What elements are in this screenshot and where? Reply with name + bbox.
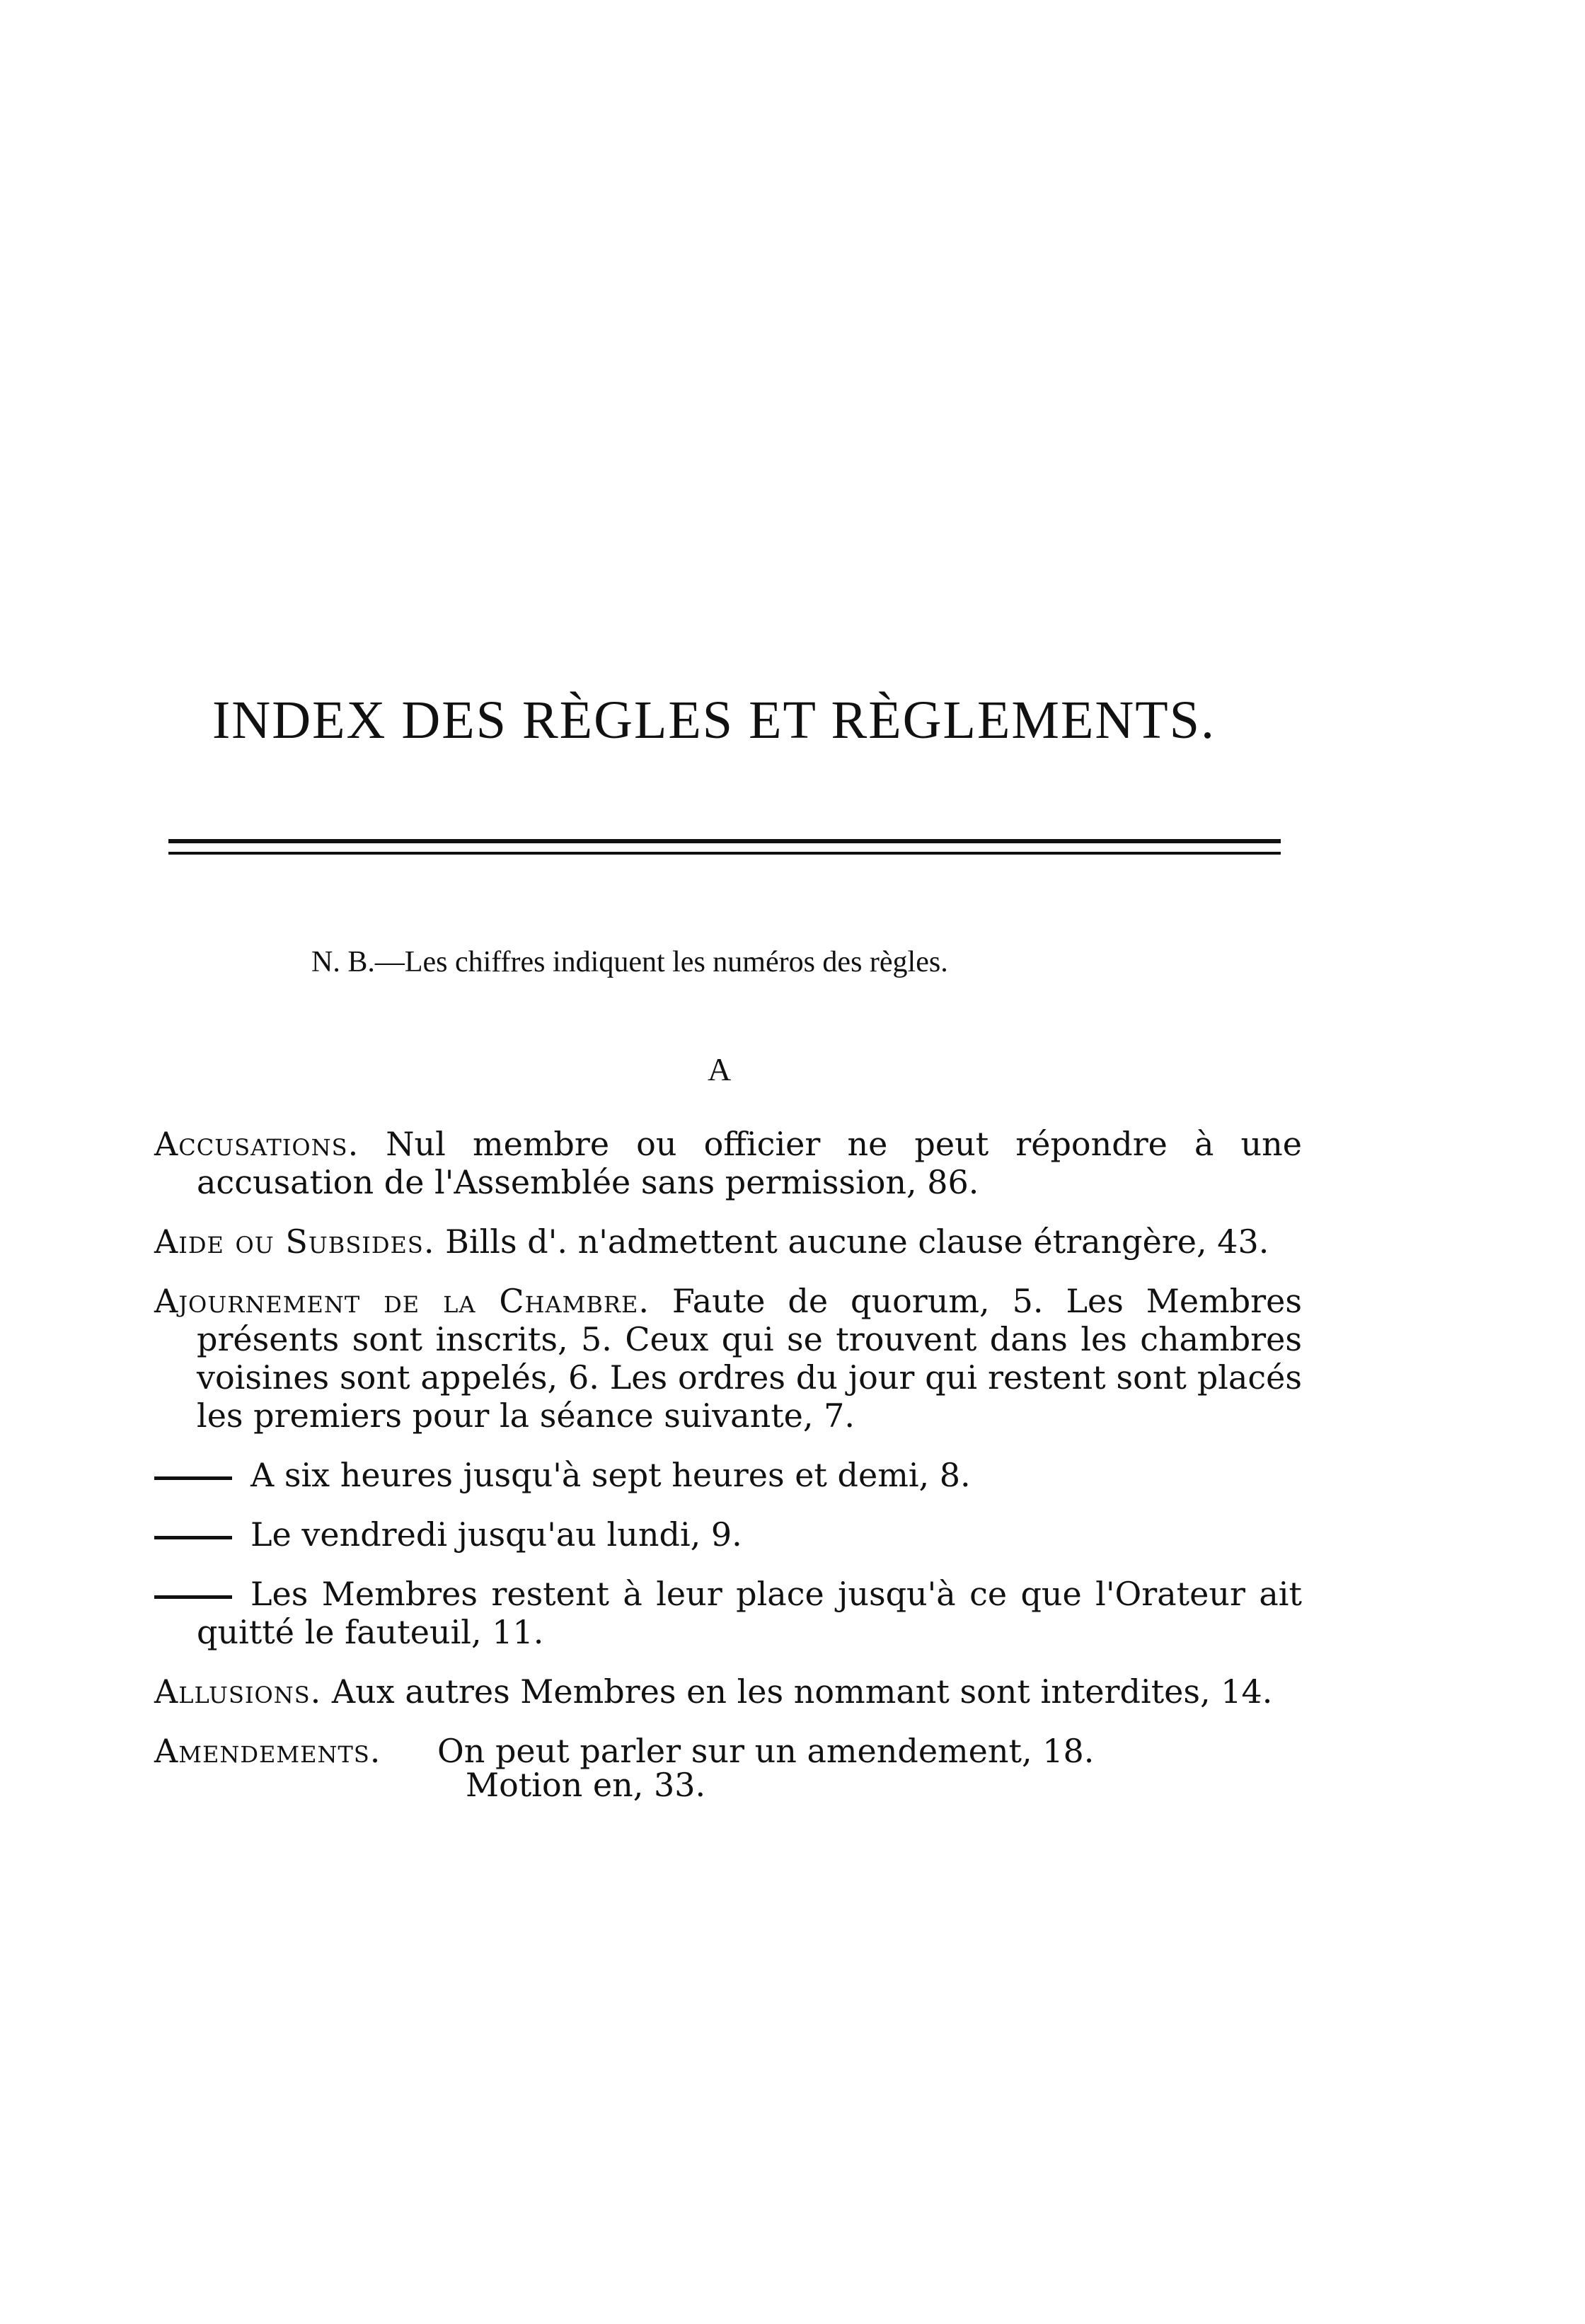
double-rule-bottom xyxy=(168,852,1281,855)
section-letter: A xyxy=(708,1051,732,1087)
entry-heading: Allusions. xyxy=(154,1672,322,1711)
page-title: INDEX DES RÈGLES ET RÈGLEMENTS. xyxy=(212,690,1216,750)
index-subentry-six-heures xyxy=(154,1456,1302,1494)
entry-heading: Accusations. xyxy=(154,1125,359,1163)
note-text: N. B.—Les chiffres indiquent les numéros des règles. xyxy=(311,946,948,978)
ditto-dash xyxy=(154,1476,232,1480)
index-subentry-vendredi xyxy=(154,1515,1302,1554)
index-entries xyxy=(154,1125,1302,1825)
entry-text: Nul membre ou officier ne peut répondre à une accusation de l'Assemblée sans permission, 86. xyxy=(197,1125,1302,1201)
double-rule-top xyxy=(168,839,1281,843)
entry-text: Bills d'. n'admettent aucune clause étrangère, 43. xyxy=(445,1222,1269,1261)
index-entry-aide xyxy=(154,1222,1302,1261)
index-entry-allusions xyxy=(154,1672,1302,1711)
index-subentry-membres-restent xyxy=(154,1575,1302,1651)
index-entry-amendements xyxy=(154,1732,1302,1804)
entry-text: Aux autres Membres en les nommant sont interdites, 14. xyxy=(331,1672,1273,1711)
entry-heading: Aide ou Subsides. xyxy=(154,1222,435,1261)
index-entry-ajournement xyxy=(154,1282,1302,1435)
ditto-dash xyxy=(154,1536,232,1539)
ditto-dash xyxy=(154,1595,232,1599)
entry-text-continued: Motion en, 33. xyxy=(466,1766,706,1804)
entry-text: Faute de quorum, 5. Les Membres présents sont inscrits, 5. Ceux qui se trouvent dans les chambres voisines sont appelés, 6. Les ordres du jour qui restent sont placés les premiers pour la séance suivante, 7. xyxy=(197,1282,1302,1435)
entry-heading: Ajournement de la Chambre. xyxy=(154,1282,650,1320)
entry-text: Les Membres restent à leur place jusqu'à ce que l'Orateur ait quitté le fauteuil, 11. xyxy=(197,1575,1302,1651)
entry-text: Le vendredi jusqu'au lundi, 9. xyxy=(250,1515,742,1554)
entry-heading: Amendements. xyxy=(154,1732,381,1770)
entry-text: On peut parler sur un amendement, 18. xyxy=(437,1732,1095,1770)
entry-text: A six heures jusqu'à sept heures et demi, 8. xyxy=(250,1456,971,1494)
index-entry-accusations xyxy=(154,1125,1302,1201)
